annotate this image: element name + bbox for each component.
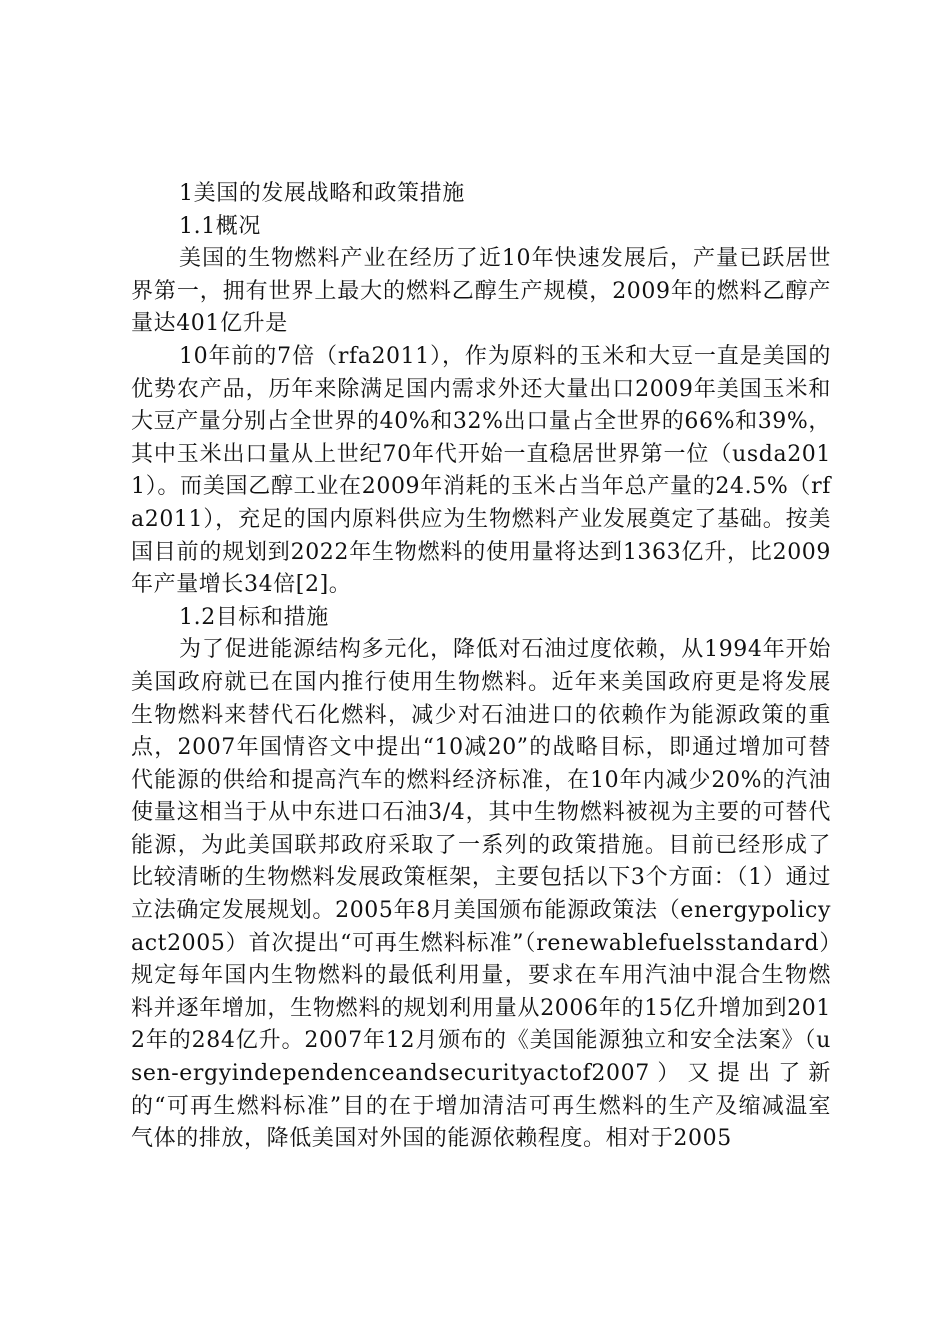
paragraph-overview-2: 10年前的7倍（rfa2011），作为原料的玉米和大豆一直是美国的优势农产品，历年来除满足国内需求外还大量出口2009年美国玉米和大豆产量分别占全世界的40%和32%出口量占全世界的66%和39%，其中玉米出口量从上世纪70年代开始一直稳居世界第一位（usda2011）。而美国乙醇工业在2009年消耗的玉米占当年总产量的24.5%（rfa2011），充足的国内原料供应为生物燃料产业发展奠定了基础。按美国目前的规划到2022年生物燃料的使用量将达到1363亿升，比2009年产量增长34倍[2]。 <box>131 343 831 598</box>
section-heading-1-1: 1.1概况 <box>179 213 261 239</box>
paragraph-goals-measures: 为了促进能源结构多元化，降低对石油过度依赖，从1994年开始美国政府就已在国内推行使用生物燃料。近年来美国政府更是将发展生物燃料来替代石化燃料，减少对石油进口的依赖作为能源政策的重点，2007年国情咨文中提出“10减20”的战略目标，即通过增加可替代能源的供给和提高汽车的燃料经济标准，在10年内减少20%的汽油使量这相当于从中东进口石油3/4，其中生物燃料被视为主要的可替代能源，为此美国联邦政府采取了一系列的政策措施。目前已经形成了比较清晰的生物燃料发展政策框架，主要包括以下3个方面：（1）通过立法确定发展规划。2005年8月美国颁布能源政策法（energypolicyact2005）首次提出“可再生燃料标准”（renewablefuelsstandard）规定每年国内生物燃料的最低利用量，要求在车用汽油中混合生物燃料并逐年增加，生物燃料的规划利用量从2006年的15亿升增加到2012年的284亿升。2007年12月颁布的《美国能源独立和安全法案》（usen-ergyindependenceandsecurityactof2007）又提出了新的“可再生燃料标准”目的在于增加清洁可再生燃料的生产及缩减温室气体的排放，降低美国对外国的能源依赖程度。相对于2005 <box>131 637 831 1152</box>
section-heading-1: 1美国的发展战略和政策措施 <box>179 181 465 206</box>
paragraph-overview-1: 美国的生物燃料产业在经历了近10年快速发展后，产量已跃居世界第一，拥有世界上最大的燃料乙醇生产规模，2009年的燃料乙醇产量达401亿升是 <box>131 246 831 337</box>
document-body <box>131 178 831 1156</box>
section-heading-1-2: 1.2目标和措施 <box>179 604 329 630</box>
